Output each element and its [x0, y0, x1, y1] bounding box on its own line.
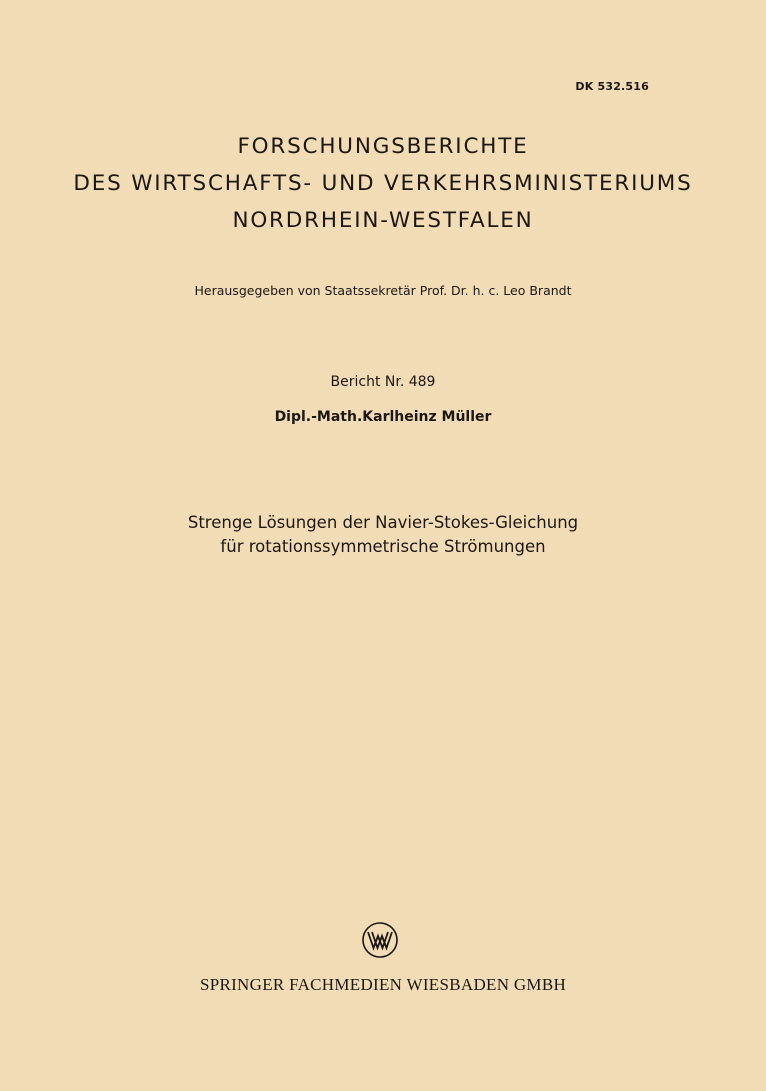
- book-title-line-1: Strenge Lösungen der Navier-Stokes-Gleichung: [187, 513, 579, 532]
- report-number: Bericht Nr. 489: [330, 374, 436, 390]
- series-title: [0, 128, 766, 239]
- series-title-line-3: NORDRHEIN-WESTFALEN: [232, 208, 534, 233]
- publisher-logo-icon: [361, 921, 399, 959]
- book-title: [0, 511, 766, 559]
- publisher-name: SPRINGER FACHMEDIEN WIESBADEN GMBH: [199, 975, 567, 994]
- editor-line: Herausgegeben von Staatssekretär Prof. Dr. h. c. Leo Brandt: [194, 283, 572, 298]
- author-name: Dipl.-Math.Karlheinz Müller: [274, 409, 492, 425]
- classification-code: DK 532.516: [575, 80, 649, 93]
- series-title-line-1: FORSCHUNGSBERICHTE: [237, 134, 529, 159]
- series-title-line-2: DES WIRTSCHAFTS- UND VERKEHRSMINISTERIUMS: [73, 171, 693, 196]
- book-title-line-2: für rotationssymmetrische Strömungen: [220, 537, 546, 556]
